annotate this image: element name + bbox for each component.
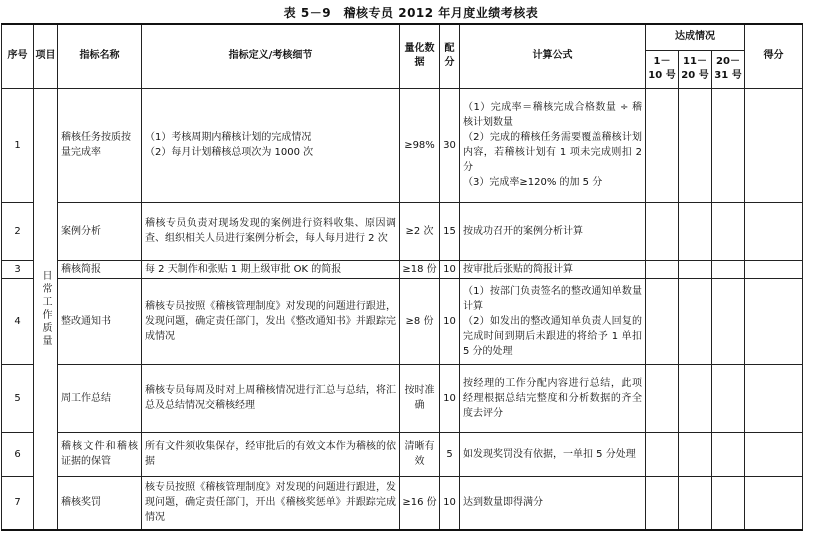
status-cell <box>679 364 712 432</box>
status-cell <box>712 260 745 278</box>
status-cell <box>679 260 712 278</box>
status-cell <box>679 202 712 260</box>
group-cell <box>34 88 58 530</box>
result-cell <box>745 202 803 260</box>
status-cell <box>712 278 745 364</box>
status-cell <box>646 88 679 202</box>
row-no: 1 <box>2 88 34 202</box>
header-no: 序号 <box>2 24 34 88</box>
formula-line: （2）如发出的整改通知单负责人回复的完成时间到期后未跟进的将给予 1 单扣 5 分的处理 <box>463 315 642 357</box>
header-period-1: 1－10 号 <box>646 50 679 88</box>
status-cell <box>646 260 679 278</box>
row-definition <box>142 88 400 202</box>
status-cell <box>646 476 679 530</box>
header-result: 得分 <box>745 24 803 88</box>
table-row <box>2 432 803 476</box>
row-metric: 整改通知书 <box>58 278 142 364</box>
status-cell <box>712 364 745 432</box>
formula-line: （1）按部门负责签名的整改通知单数量计算 <box>463 285 642 312</box>
row-no: 5 <box>2 364 34 432</box>
row-formula: 按审批后张贴的简报计算 <box>460 260 646 278</box>
row-quant: ≥8 份 <box>400 278 440 364</box>
header-period-2: 11－20 号 <box>679 50 712 88</box>
definition-line: （2）每月计划稽核总项次为 1000 次 <box>145 147 314 158</box>
definition-line: （1）考核周期内稽核计划的完成情况 <box>145 132 312 143</box>
row-formula <box>460 88 646 202</box>
status-cell <box>646 278 679 364</box>
row-score: 15 <box>440 202 460 260</box>
result-cell <box>745 364 803 432</box>
status-cell <box>712 476 745 530</box>
performance-table <box>1 23 803 531</box>
row-formula: 如发现奖罚没有依据，一单扣 5 分处理 <box>460 432 646 476</box>
row-quant: ≥18 份 <box>400 260 440 278</box>
table-row <box>2 364 803 432</box>
formula-line: （3）完成率≥120% 的加 5 分 <box>463 177 603 188</box>
row-score: 10 <box>440 260 460 278</box>
formula-line: （1）完成率＝稽核完成合格数量 ÷ 稽核计划数量 <box>463 102 642 128</box>
row-no: 2 <box>2 202 34 260</box>
status-cell <box>712 88 745 202</box>
result-cell <box>745 88 803 202</box>
status-cell <box>646 432 679 476</box>
row-score: 10 <box>440 364 460 432</box>
result-cell <box>745 476 803 530</box>
row-definition: 每 2 天制作和张贴 1 期上级审批 OK 的简报 <box>142 260 400 278</box>
table-row <box>2 88 803 202</box>
status-cell <box>712 202 745 260</box>
row-no: 7 <box>2 476 34 530</box>
result-cell <box>745 278 803 364</box>
row-score: 5 <box>440 432 460 476</box>
row-quant: ≥98% <box>400 88 440 202</box>
row-definition: 所有文件须收集保存，经审批后的有效文本作为稽核的依据 <box>142 432 400 476</box>
header-item: 项目 <box>34 24 58 88</box>
row-metric: 稽核任务按质按量完成率 <box>58 88 142 202</box>
status-cell <box>679 88 712 202</box>
row-definition: 稽核专员按照《稽核管理制度》对发现的问题进行跟进，发现问题，确定责任部门，发出《整改通知书》并跟踪完成情况 <box>142 278 400 364</box>
row-formula: 按成功召开的案例分析计算 <box>460 202 646 260</box>
result-cell <box>745 260 803 278</box>
row-formula: 达到数量即得满分 <box>460 476 646 530</box>
row-no: 4 <box>2 278 34 364</box>
row-definition: 核专员按照《稽核管理制度》对发现的问题进行跟进，发现问题，确定责任部门，开出《稽核奖惩单》并跟踪完成情况 <box>142 476 400 530</box>
row-metric: 稽核简报 <box>58 260 142 278</box>
table-row <box>2 202 803 260</box>
header-score: 配分 <box>440 24 460 88</box>
formula-line: （2）完成的稽核任务需要覆盖稽核计划内容，若稽核计划有 1 项未完成则扣 2 分 <box>463 132 642 173</box>
row-score: 10 <box>440 278 460 364</box>
header-definition: 指标定义/考核细节 <box>142 24 400 88</box>
header-quant: 量化数据 <box>400 24 440 88</box>
row-metric: 周工作总结 <box>58 364 142 432</box>
row-no: 3 <box>2 260 34 278</box>
row-quant: 清晰有效 <box>400 432 440 476</box>
status-cell <box>679 278 712 364</box>
status-cell <box>679 432 712 476</box>
group-label: 日常工作质量 <box>40 269 51 348</box>
row-formula: 按经理的工作分配内容进行总结，此项经理根据总结完整度和分析数据的齐全度去评分 <box>460 364 646 432</box>
row-score: 10 <box>440 476 460 530</box>
row-quant: ≥16 份 <box>400 476 440 530</box>
header-metric: 指标名称 <box>58 24 142 88</box>
header-row-1 <box>2 24 803 50</box>
row-no: 6 <box>2 432 34 476</box>
header-status: 达成情况 <box>646 24 745 50</box>
table-row <box>2 476 803 530</box>
row-metric: 稽核文件和稽核证据的保管 <box>58 432 142 476</box>
table-title: 表 5－9 稽核专员 2012 年月度业绩考核表 <box>283 6 539 20</box>
header-formula: 计算公式 <box>460 24 646 88</box>
status-cell <box>712 432 745 476</box>
result-cell <box>745 432 803 476</box>
status-cell <box>679 476 712 530</box>
row-score: 30 <box>440 88 460 202</box>
header-period-3: 20－31 号 <box>712 50 745 88</box>
row-formula <box>460 278 646 364</box>
table-row <box>2 278 803 364</box>
status-cell <box>646 202 679 260</box>
table-row <box>2 260 803 278</box>
row-definition: 稽核专员负责对现场发现的案例进行资料收集、原因调查、组织相关人员进行案例分析会，每人每月进行 2 次 <box>142 202 400 260</box>
row-metric: 案例分析 <box>58 202 142 260</box>
row-definition: 稽核专员每周及时对上周稽核情况进行汇总与总结，将汇总及总结情况交稽核经理 <box>142 364 400 432</box>
row-quant: 按时准确 <box>400 364 440 432</box>
status-cell <box>646 364 679 432</box>
row-quant: ≥2 次 <box>400 202 440 260</box>
row-metric: 稽核奖罚 <box>58 476 142 530</box>
